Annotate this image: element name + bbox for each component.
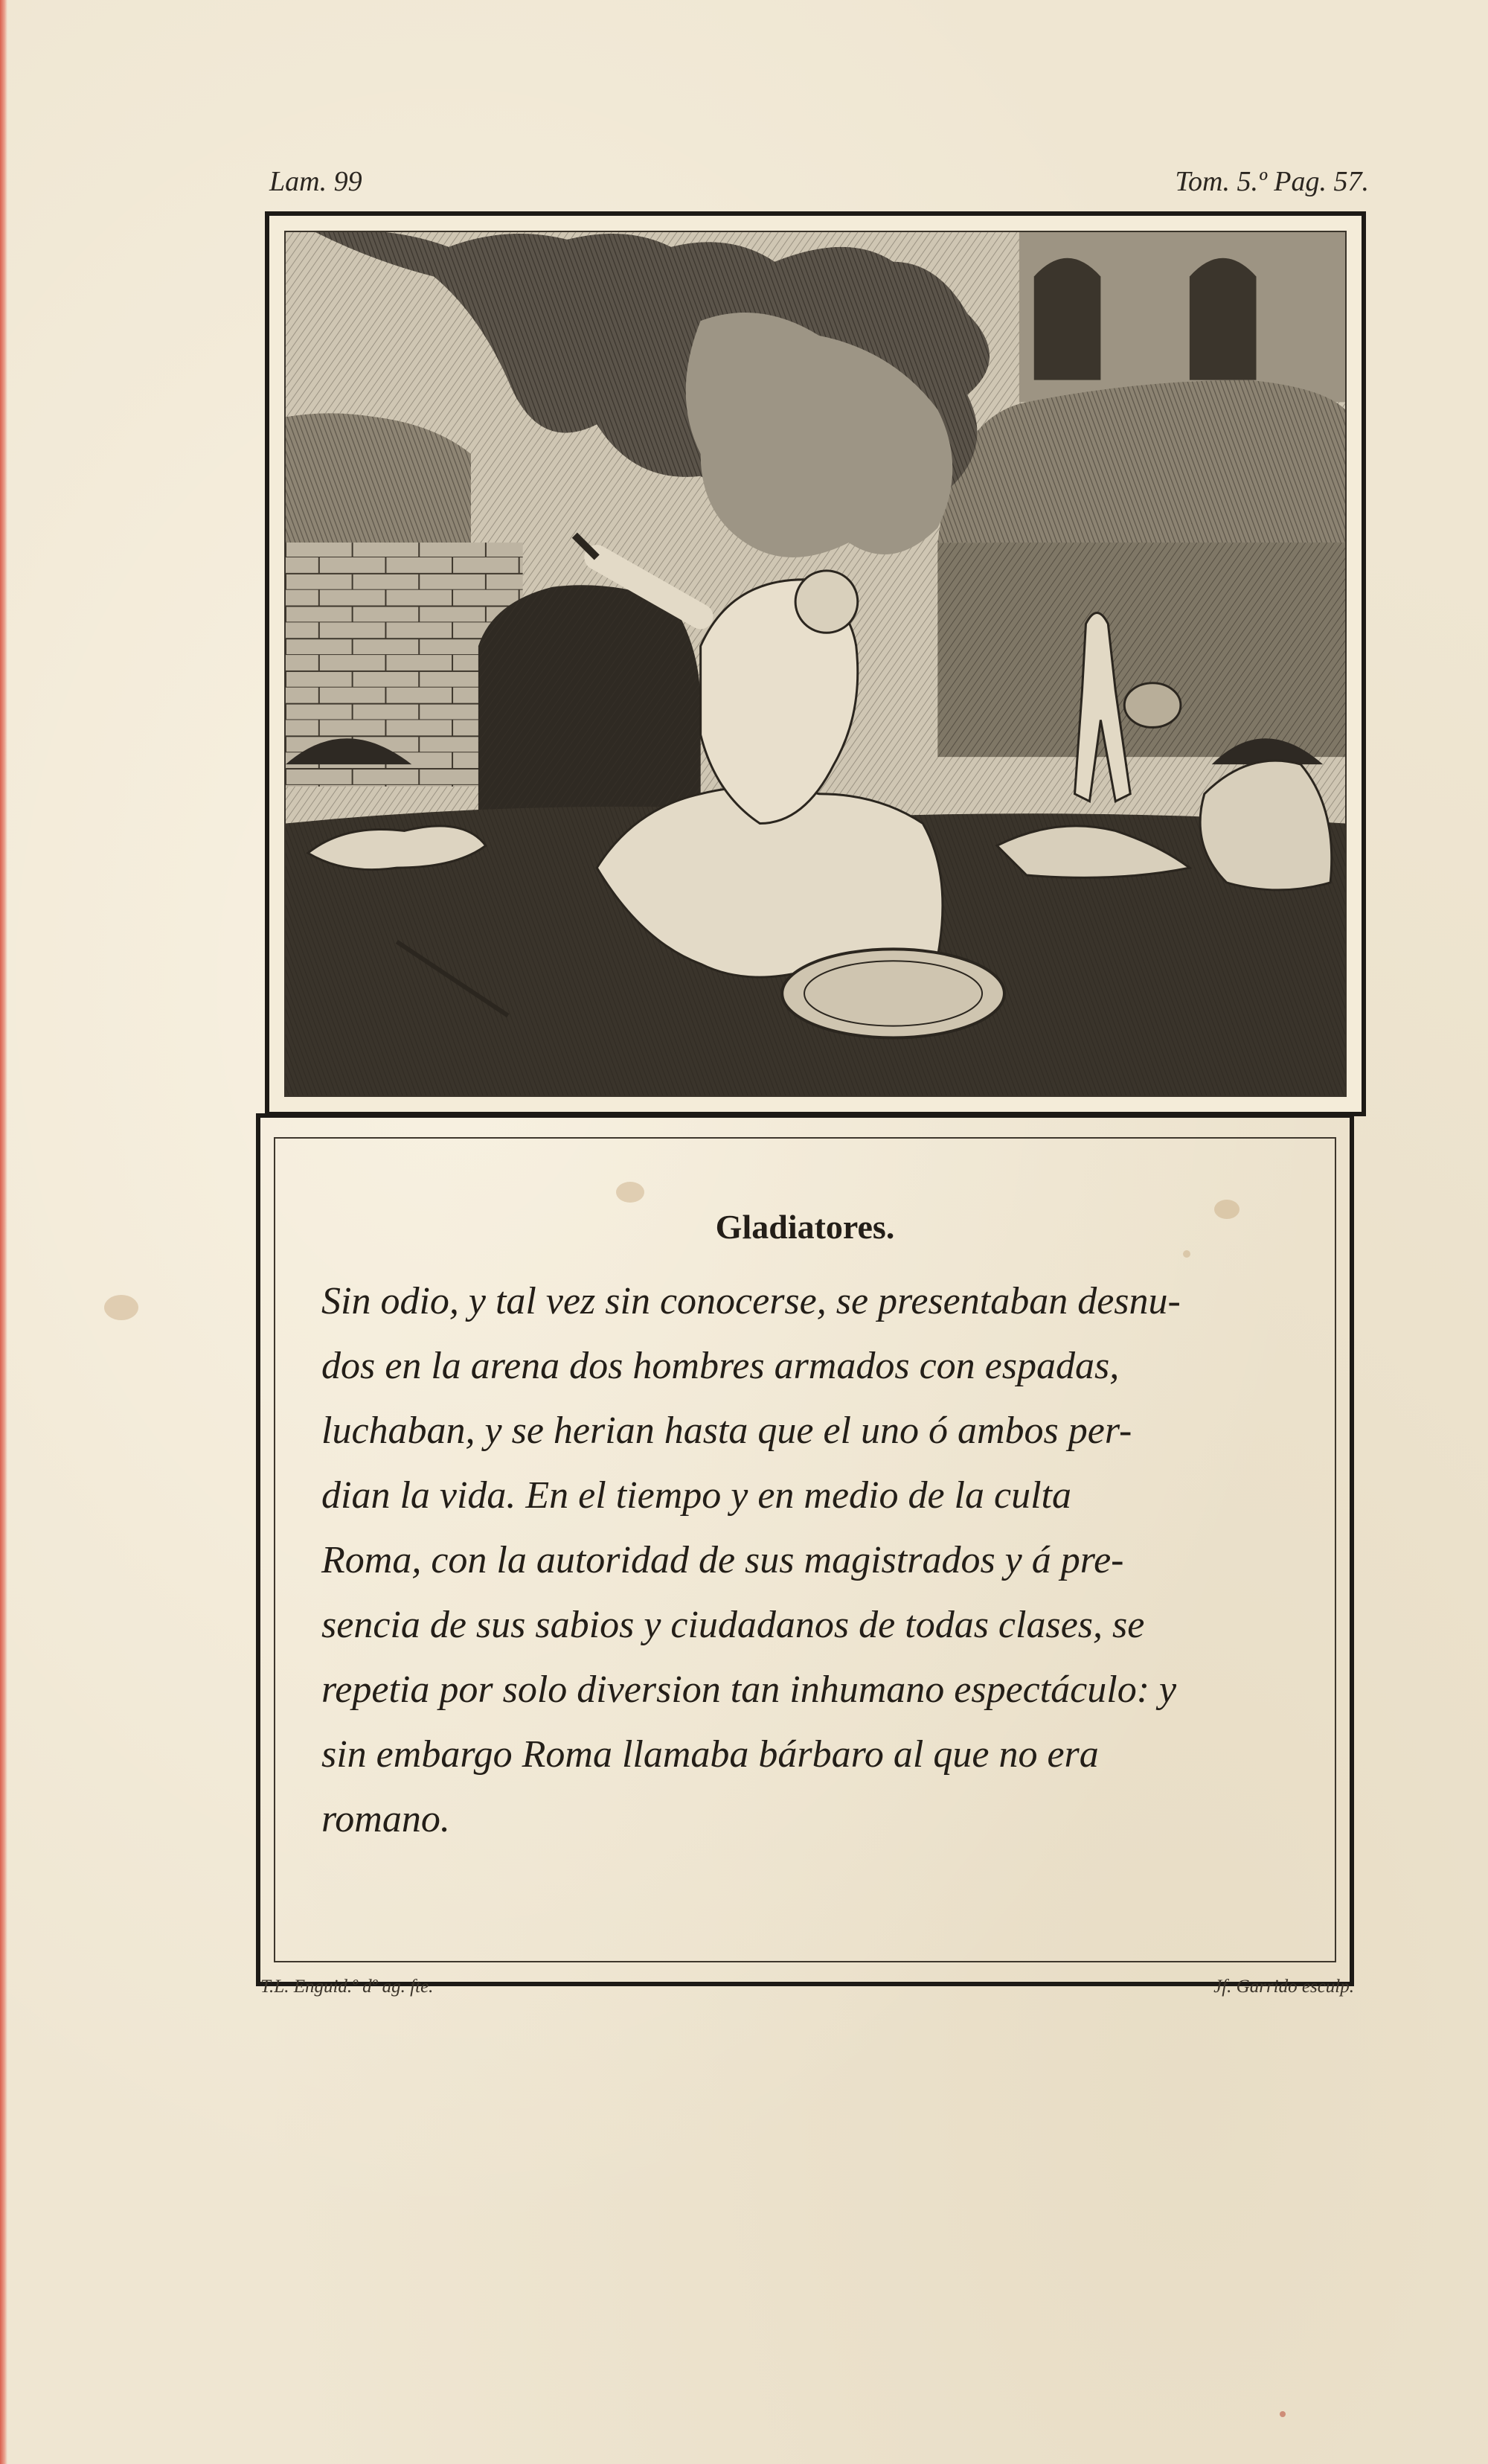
foxing-spot — [1280, 2411, 1286, 2417]
caption-line: romano. — [321, 1798, 450, 1840]
caption-line: luchaban, y se herian hasta que el uno ó ambos per- — [321, 1409, 1132, 1452]
artist-credit: T.L. Enguid.º dº ag. fte. — [260, 1977, 434, 1997]
caption-inner-border — [274, 1137, 1336, 1962]
paper-left-edge — [0, 0, 7, 2464]
volume-page-reference: Tom. 5.º Pag. 57. — [1175, 166, 1369, 197]
caption-line: Roma, con la autoridad de sus magistrados y á pre- — [321, 1539, 1124, 1581]
caption-frame — [256, 1113, 1354, 1986]
caption-line: Sin odio, y tal vez sin conocerse, se presentaban desnu- — [321, 1280, 1181, 1322]
caption-line: sencia de sus sabios y ciudadanos de todas clases, se — [321, 1604, 1145, 1646]
engraver-credit: Jf. Garrido esculp. — [1213, 1977, 1354, 1997]
engraving-drawing — [286, 232, 1345, 1095]
caption-line: dian la vida. En el tiempo y en medio de la culta — [321, 1474, 1071, 1517]
caption-line: repetia por solo diversion tan inhumano espectáculo: y — [321, 1668, 1177, 1711]
caption-title: Gladiatores. — [715, 1208, 895, 1246]
gladiators-engraving — [284, 231, 1347, 1097]
caption-body — [321, 1269, 1312, 1852]
caption-line: sin embargo Roma llamaba bárbaro al que no era — [321, 1733, 1099, 1776]
illustration-frame — [265, 211, 1366, 1116]
plate-number: Lam. 99 — [269, 166, 362, 197]
foxing-spot — [104, 1295, 138, 1320]
caption-line: dos en la arena dos hombres armados con espadas, — [321, 1345, 1120, 1387]
